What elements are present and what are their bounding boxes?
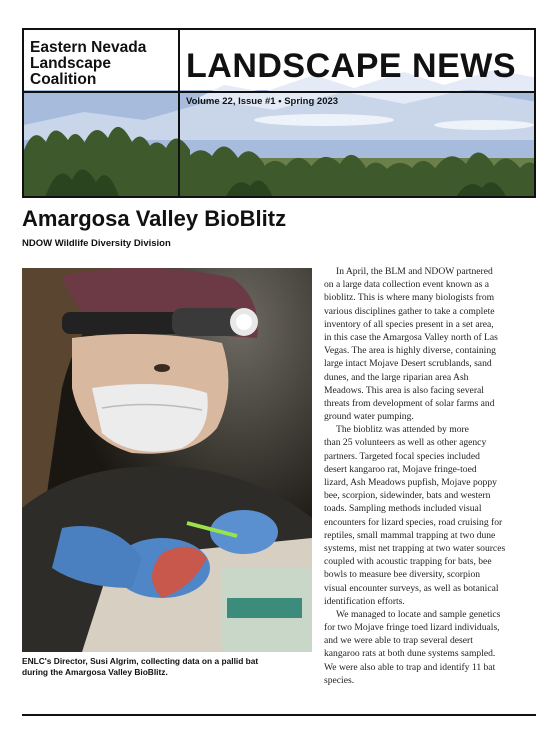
caption-line: during the Amargosa Valley BioBlitz.	[22, 667, 168, 677]
body-text-line: species.	[324, 674, 355, 686]
body-text-line: identification efforts.	[324, 595, 405, 607]
body-text-line: than 25 volunteers as well as other agency	[324, 437, 487, 449]
organization-name-line: Landscape	[30, 55, 111, 72]
body-text-line: We managed to locate and sample genetics	[336, 608, 501, 620]
body-text-line: large intact Mojave Desert scrublands, sand	[324, 358, 492, 370]
body-text-line: toads. Sampling methods included visual	[324, 503, 482, 515]
issue-info: Volume 22, Issue #1 • Spring 2023	[186, 96, 339, 107]
organization-name-line: Coalition	[30, 71, 97, 88]
body-text-line: Vegas. The area is highly diverse, containing	[324, 345, 496, 357]
body-text-line: kangaroo rats at both dune systems sampled.	[324, 648, 496, 660]
organization-name	[30, 40, 180, 88]
body-text-line: inventory of all species present in a set area,	[324, 318, 494, 330]
body-text-line: encounters for lizard species, road cruising for	[324, 516, 503, 528]
article-photo	[22, 268, 312, 652]
body-text-line: reptiles, small mammal trapping at two dune	[324, 529, 496, 541]
body-text-line: bioblitz. This is where many biologists from	[324, 292, 495, 304]
biologist-photo-illustration	[22, 268, 312, 652]
body-text-line: visual encounter surveys, as well as botanical	[324, 582, 499, 594]
article-body	[324, 265, 538, 687]
body-text-line: bowls to measure bee diversity, scorpion	[324, 569, 481, 581]
body-text-line: for two Mojave fringe toed lizard individuals,	[324, 622, 500, 634]
body-text-line: Meadows. This area is also facing several	[324, 384, 484, 396]
body-text-line: We were also able to trap and identify 11 bat	[324, 661, 496, 673]
body-text-line: coupled with acoustic trapping for bats, bee	[324, 556, 492, 568]
body-text-line: threats from development of solar farms and	[324, 397, 495, 409]
article-headline: Amargosa Valley BioBlitz	[22, 206, 287, 231]
body-text-line: in this case the Amargosa Valley north of Las	[324, 331, 498, 343]
masthead-banner	[22, 28, 536, 198]
banner-horizontal-divider	[24, 91, 534, 93]
body-text-line: dunes, and the large riparian area Ash	[324, 371, 469, 383]
body-text-line: bee, scorpion, sidewinder, bats and western	[324, 490, 491, 502]
body-text-line: desert kangaroo rat, Mojave fringe-toed	[324, 463, 477, 475]
bottom-rule	[22, 714, 536, 716]
caption-line: ENLC's Director, Susi Algrim, collecting data on a pallid bat	[22, 656, 259, 666]
article-byline: NDOW Wildlife Diversity Division	[22, 238, 171, 249]
body-text-line: In April, the BLM and NDOW partnered	[336, 266, 493, 277]
body-text-line: The bioblitz was attended by more	[336, 424, 469, 436]
body-text-line: on a large data collection event known as a	[324, 279, 489, 291]
body-text-line: and we were able to trap several desert	[324, 635, 473, 647]
body-text-line: systems, mist net trapping at two water sources	[324, 542, 506, 554]
body-text-line: partners. Targeted focal species included	[324, 450, 480, 462]
newsletter-title: LANDSCAPE NEWS	[186, 47, 517, 85]
organization-name-line: Eastern Nevada	[30, 39, 147, 56]
body-text-line: various disciplines gather to take a complete	[324, 305, 495, 317]
photo-caption	[22, 656, 322, 678]
body-text-line: lizard, Ash Meadows pupfish, Mojave poppy	[324, 477, 497, 488]
body-text-line: ground water pumping.	[324, 411, 414, 423]
